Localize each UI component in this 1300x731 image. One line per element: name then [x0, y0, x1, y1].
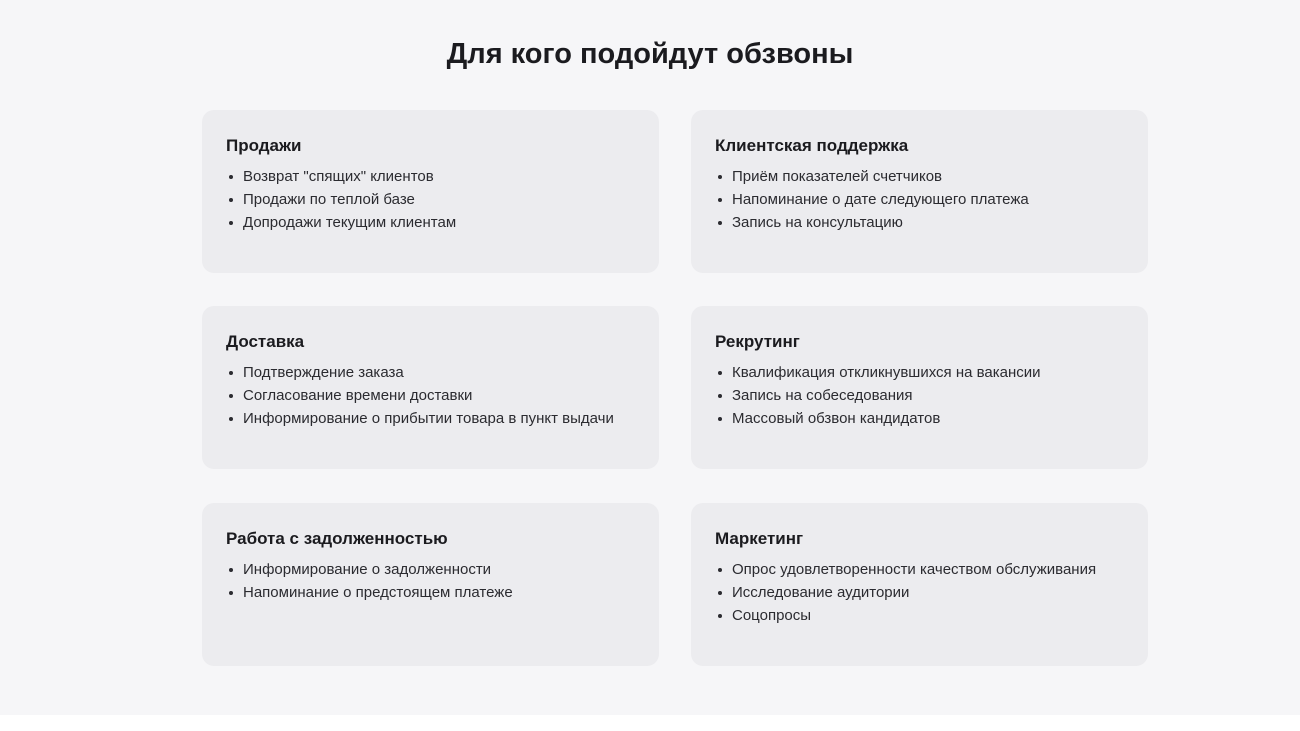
- card-support: [691, 110, 1148, 273]
- bullet-icon: [718, 591, 722, 595]
- list-item: [226, 165, 635, 188]
- list-item-text: Квалификация откликнувшихся на вакансии: [732, 364, 1041, 381]
- bullet-icon: [718, 175, 722, 179]
- card-list: [715, 165, 1124, 234]
- card-list: [226, 361, 635, 430]
- bullet-icon: [718, 568, 722, 572]
- bullet-icon: [229, 417, 233, 421]
- card-list: [226, 558, 635, 604]
- list-item-text: Возврат "спящих" клиентов: [243, 168, 434, 185]
- card-sales: [202, 110, 659, 273]
- list-item-text: Соцопросы: [732, 607, 812, 624]
- list-item: [715, 188, 1124, 211]
- card-title: Работа с задолженностью: [226, 529, 448, 548]
- bullet-icon: [229, 394, 233, 398]
- list-item-text: Допродажи текущим клиентам: [243, 214, 457, 231]
- bullet-icon: [229, 221, 233, 225]
- bullet-icon: [718, 394, 722, 398]
- list-item: [226, 581, 635, 604]
- list-item: [715, 581, 1124, 604]
- bullet-icon: [718, 371, 722, 375]
- list-item: [226, 361, 635, 384]
- bullet-icon: [718, 221, 722, 225]
- list-item-text: Продажи по теплой базе: [243, 191, 415, 208]
- bullet-icon: [229, 175, 233, 179]
- bullet-icon: [718, 198, 722, 202]
- list-item: [226, 407, 635, 430]
- list-item-text: Согласование времени доставки: [243, 387, 473, 404]
- list-item-text: Подтверждение заказа: [243, 364, 404, 381]
- bullet-icon: [229, 568, 233, 572]
- list-item-text: Приём показателей счетчиков: [732, 168, 943, 185]
- list-item: [715, 165, 1124, 188]
- section-title: Для кого подойдут обзвоны: [446, 38, 854, 70]
- bullet-icon: [229, 371, 233, 375]
- bullet-icon: [718, 614, 722, 618]
- card-title: Продажи: [226, 136, 302, 155]
- card-list: [226, 165, 635, 234]
- list-item: [715, 361, 1124, 384]
- list-item: [226, 384, 635, 407]
- list-item: [715, 604, 1124, 627]
- card-marketing: [691, 503, 1148, 666]
- list-item-text: Опрос удовлетворенности качеством обслуживания: [732, 561, 1097, 578]
- bullet-icon: [718, 417, 722, 421]
- bullet-icon: [229, 198, 233, 202]
- card-title: Рекрутинг: [715, 332, 800, 351]
- card-title: Клиентская поддержка: [715, 136, 909, 155]
- list-item-text: Напоминание о дате следующего платежа: [732, 191, 1029, 208]
- list-item-text: Информирование о задолженности: [243, 561, 492, 578]
- list-item-text: Информирование о прибытии товара в пункт выдачи: [243, 410, 614, 427]
- card-title: Доставка: [226, 332, 305, 351]
- card-debt: [202, 503, 659, 666]
- card-list: [715, 558, 1124, 627]
- card-delivery: [202, 306, 659, 469]
- card-list: [715, 361, 1124, 430]
- card-title: Маркетинг: [715, 529, 804, 548]
- list-item-text: Запись на собеседования: [732, 387, 913, 404]
- list-item-text: Массовый обзвон кандидатов: [732, 410, 941, 427]
- list-item: [226, 211, 635, 234]
- list-item: [226, 188, 635, 211]
- list-item: [715, 211, 1124, 234]
- list-item-text: Запись на консультацию: [732, 214, 903, 231]
- list-item: [226, 558, 635, 581]
- list-item: [715, 407, 1124, 430]
- bullet-icon: [229, 591, 233, 595]
- list-item-text: Исследование аудитории: [732, 584, 910, 601]
- list-item: [715, 558, 1124, 581]
- card-recruiting: [691, 306, 1148, 469]
- list-item: [715, 384, 1124, 407]
- list-item-text: Напоминание о предстоящем платеже: [243, 584, 513, 601]
